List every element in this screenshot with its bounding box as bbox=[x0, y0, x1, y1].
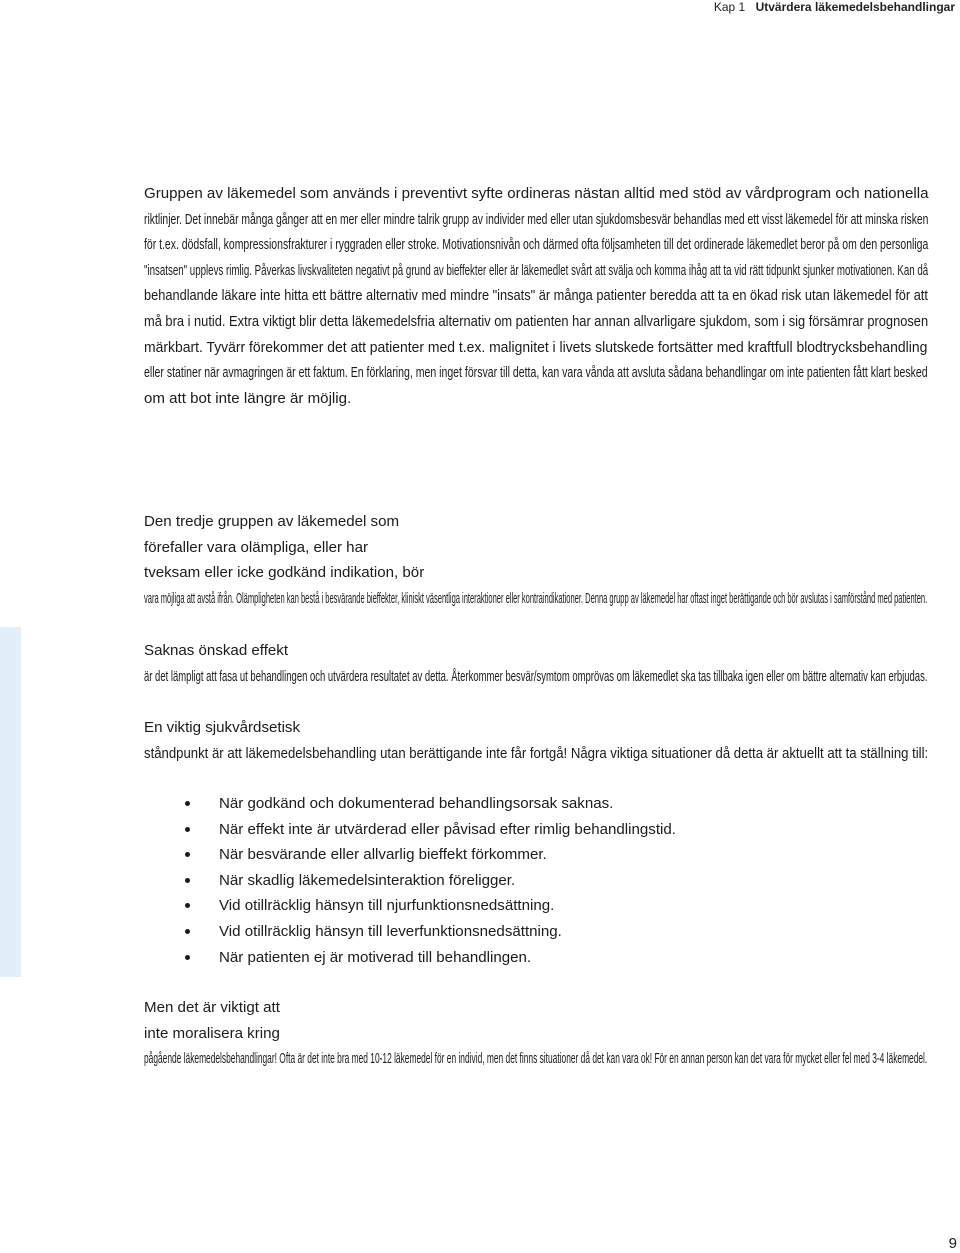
text-line: Den tredje gruppen av läkemedel som bbox=[144, 513, 400, 530]
bullet-icon bbox=[185, 929, 190, 934]
page-number: 9 bbox=[948, 1235, 957, 1252]
text-line: pågående läkemedelsbehandlingar! Ofta är det inte bra med 10-12 läkemedel för en individ, men det finns situationer då det kan vara ok! För en annan person kan det vara för mycket eller fel med 3-4 läkemedel. bbox=[144, 1050, 928, 1068]
text-line: eller statiner när avmagringen är ett faktum. En förklaring, men inget försvar till detta, kan vara vånda att avsluta sådana behandlingar om inte patienten fått klart besked bbox=[144, 364, 928, 382]
list-item bbox=[144, 945, 928, 971]
text-line: Men det är viktigt att bbox=[144, 999, 280, 1016]
text-line: En viktig sjukvårdsetisk bbox=[144, 719, 301, 736]
text-line: förefaller vara olämpliga, eller har bbox=[144, 538, 368, 556]
bullet-icon bbox=[185, 827, 190, 832]
list-item-text: Vid otillräcklig hänsyn till leverfunktionsnedsättning. bbox=[219, 922, 562, 940]
paragraph-missing-effect bbox=[144, 638, 928, 689]
text-line: tveksam eller icke godkänd indikation, bör bbox=[144, 564, 425, 582]
bullet-icon bbox=[185, 903, 190, 908]
situation-list bbox=[144, 791, 928, 970]
paragraph-third-group bbox=[144, 509, 928, 611]
bullet-icon bbox=[185, 955, 190, 960]
list-item-text: När skadlig läkemedelsinteraktion föreligger. bbox=[219, 871, 516, 889]
list-item bbox=[144, 868, 928, 894]
text-line: "insatsen" upplevs rimlig. Påverkas livskvaliteten negativt på grund av bieffekter eller är läkemedlet svårt att svälja och komma ihåg att ta vid rätt tidpunkt sjunker motivationen. Kan då bbox=[144, 261, 929, 279]
bullet-icon bbox=[185, 852, 190, 857]
list-item-text: När godkänd och dokumenterad behandlingsorsak saknas. bbox=[219, 795, 614, 812]
text-line: är det lämpligt att fasa ut behandlingen och utvärdera resultatet av detta. Återkommer besvär/symtom omprövas om läkemedlet ska tas tillbaka igen eller om bättre alternativ kan erbjudas. bbox=[144, 667, 928, 685]
chapter-label: Kap 1 bbox=[713, 0, 746, 14]
text-line: inte moralisera kring bbox=[144, 1024, 280, 1042]
list-item bbox=[144, 842, 928, 868]
text-line: behandlande läkare inte hitta ett bättre alternativ med mindre "insats" är många patienter beredda att ta en ökad risk utan läkemedel för att bbox=[144, 287, 928, 305]
chapter-title: Utvärdera läkemedelsbehandlingar bbox=[755, 0, 955, 14]
text-line: må bra i nutid. Extra viktigt blir detta läkemedelsfria alternativ om patienten har annan allvarligare sjukdom, som i sig försämrar prognosen bbox=[144, 312, 929, 330]
list-item-text: När besvärande eller allvarlig bieffekt förkommer. bbox=[219, 846, 547, 864]
text-line: märkbart. Tyvärr förekommer det att patienter med t.ex. malignitet i livets slutskede fortsätter med kraftfull blodtrycksbehandling bbox=[144, 338, 928, 356]
text-line: ståndpunkt är att läkemedelsbehandling utan berättigande inte får fortgå! Några viktiga situationer då detta är aktuellt att ta ställning till: bbox=[144, 744, 929, 762]
list-item bbox=[144, 791, 928, 817]
running-header bbox=[714, 0, 955, 14]
list-item bbox=[144, 817, 928, 843]
list-item-text: När effekt inte är utvärderad eller påvisad efter rimlig behandlingstid. bbox=[219, 820, 676, 838]
list-item-text: Vid otillräcklig hänsyn till njurfunktionsnedsättning. bbox=[219, 897, 555, 915]
text-line: för t.ex. dödsfall, kompressionsfrakturer i ryggraden eller stroke. Motivationsnivån och därmed ofta följsamheten till det ordinerade läkemedlet beror på om den personliga bbox=[144, 236, 929, 254]
text-line: om att bot inte längre är möjlig. bbox=[144, 389, 352, 407]
text-line: Saknas önskad effekt bbox=[144, 642, 289, 659]
list-item bbox=[144, 893, 928, 919]
text-line: riktlinjer. Det innebär många gånger att en mer eller mindre talrik grupp av individer med eller utan sjukdomsbesvär behandlas med ett visst läkemedel för att minska risken bbox=[144, 210, 929, 228]
paragraph-preventive-drugs bbox=[144, 181, 928, 411]
list-item bbox=[144, 919, 928, 945]
list-item-text: När patienten ej är motiverad till behandlingen. bbox=[219, 948, 532, 966]
paragraph-ethical-standpoint bbox=[144, 715, 928, 766]
margin-accent-band bbox=[0, 627, 21, 977]
paragraph-moralize bbox=[144, 995, 928, 1072]
text-line: vara möjliga att avstå ifrån. Olämpligheten kan bestå i besvärande bieffekter, kliniskt väsentliga interaktioner eller kontraindikationer. Denna grupp av läkemedel har oftast inget berättigande och bör avslutas i samförstånd med patienten. bbox=[144, 589, 928, 607]
bullet-icon bbox=[185, 801, 190, 806]
bullet-icon bbox=[185, 878, 190, 883]
text-line: Gruppen av läkemedel som används i preventivt syfte ordineras nästan alltid med stöd av vårdprogram och nationella bbox=[144, 185, 929, 202]
